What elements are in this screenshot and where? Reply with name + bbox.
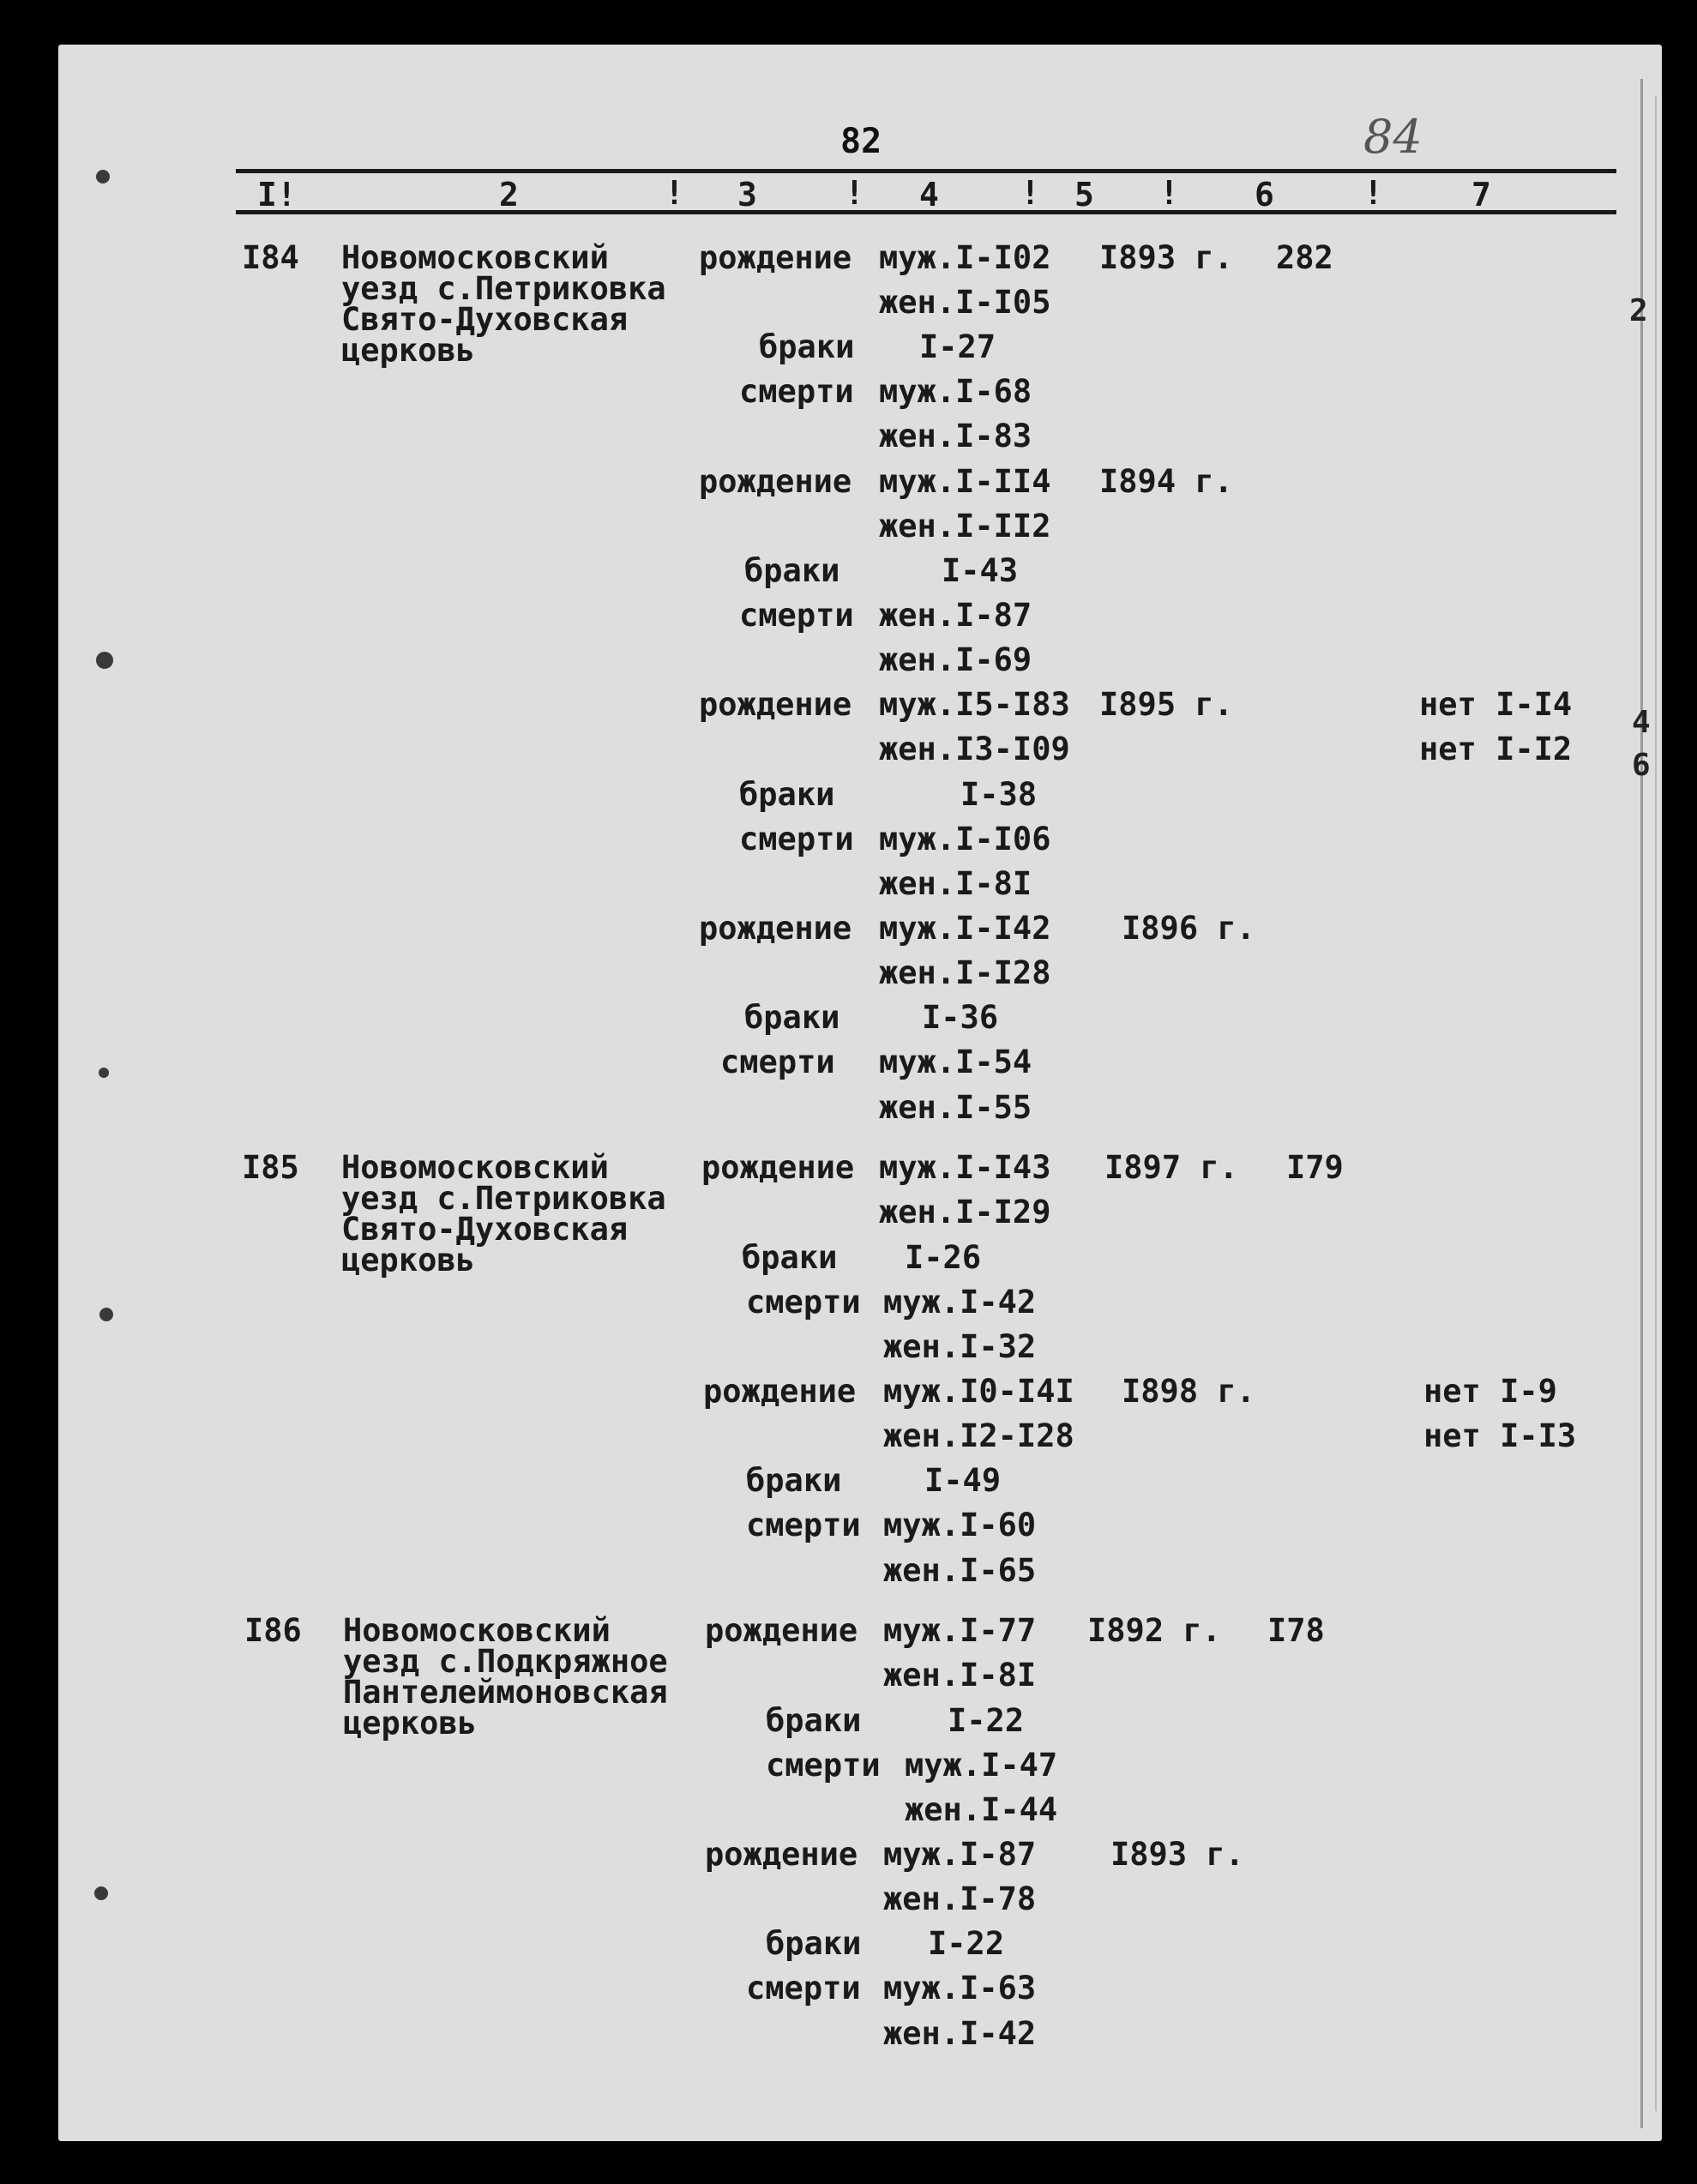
record-value: жен.I-55 xyxy=(879,1089,1032,1126)
record-place-line: церковь xyxy=(341,332,475,369)
record-value: жен.I-69 xyxy=(879,641,1032,678)
edge-mark: 2 xyxy=(1629,293,1648,328)
record-value: I-49 xyxy=(924,1462,1002,1499)
record-value: муж.I-68 xyxy=(879,373,1032,410)
edge-mark: 4 xyxy=(1632,705,1651,740)
header-rule-top xyxy=(236,169,1616,173)
record-value: жен.I-87 xyxy=(879,597,1032,634)
record-value: муж.I-87 xyxy=(883,1836,1037,1873)
record-type: смерти xyxy=(739,821,854,857)
record-year: I894 г. xyxy=(1099,463,1233,500)
record-value: I-38 xyxy=(960,776,1038,813)
record-type: браки xyxy=(744,552,840,589)
record-value: I-22 xyxy=(948,1702,1025,1739)
record-value: муж.I-I43 xyxy=(879,1149,1051,1186)
record-type: браки xyxy=(744,999,840,1036)
record-year: I892 г. xyxy=(1087,1612,1221,1649)
record-type: браки xyxy=(766,1702,862,1739)
column-separator: ! xyxy=(1020,174,1040,212)
record-place-line: Новомосковский xyxy=(341,239,609,276)
record-year: I897 г. xyxy=(1104,1149,1238,1186)
column-header-4: 4 xyxy=(919,176,939,214)
column-header-6: 6 xyxy=(1255,176,1274,214)
handwritten-folio-number: 84 xyxy=(1363,110,1423,164)
record-note: нет I-I4 xyxy=(1419,686,1573,723)
record-value: жен.I-I05 xyxy=(879,284,1051,321)
binding-hole-icon xyxy=(96,652,113,669)
record-value: муж.I-II4 xyxy=(879,463,1051,500)
record-value: жен.I-II2 xyxy=(879,508,1051,544)
record-place-line: Новомосковский xyxy=(343,1612,611,1649)
record-value: муж.I-42 xyxy=(883,1284,1037,1321)
edge-mark: 6 xyxy=(1632,748,1651,783)
record-place-line: Новомосковский xyxy=(341,1149,609,1186)
record-type: рождение xyxy=(699,239,852,276)
record-value: муж.I0-I4I xyxy=(883,1373,1074,1410)
record-type: смерти xyxy=(739,373,854,410)
record-value: I-43 xyxy=(942,552,1019,589)
record-type: рождение xyxy=(699,686,852,723)
record-type: рождение xyxy=(705,1612,858,1649)
record-value: I-26 xyxy=(905,1239,982,1276)
record-count: I78 xyxy=(1267,1612,1325,1649)
record-place-line: уезд с.Подкряжное xyxy=(343,1643,668,1680)
binding-hole-icon xyxy=(99,1068,109,1078)
record-number: I84 xyxy=(242,239,299,276)
record-year: I895 г. xyxy=(1099,686,1233,723)
record-value: жен.I-83 xyxy=(879,418,1032,454)
record-type: браки xyxy=(742,1239,838,1276)
record-type: смерти xyxy=(746,1284,861,1321)
column-header-3: 3 xyxy=(737,176,757,214)
record-value: муж.I-77 xyxy=(883,1612,1037,1649)
record-value: жен.I-78 xyxy=(883,1880,1037,1917)
column-header-2: 2 xyxy=(499,176,519,214)
record-type: рождение xyxy=(699,910,852,947)
record-place-line: уезд с.Петриковка xyxy=(341,1180,666,1217)
record-type: рождение xyxy=(703,1373,857,1410)
column-header-7: 7 xyxy=(1471,176,1491,214)
column-separator: ! xyxy=(1159,174,1179,212)
record-count: I79 xyxy=(1286,1149,1344,1186)
record-type: браки xyxy=(739,776,835,813)
record-number: I86 xyxy=(244,1612,302,1649)
record-note: нет I-I2 xyxy=(1419,731,1573,767)
record-value: муж.I-54 xyxy=(879,1044,1032,1080)
page-edge xyxy=(1640,79,1643,2128)
record-value: муж.I-I42 xyxy=(879,910,1051,947)
record-type: смерти xyxy=(746,1970,861,2007)
column-header-5: 5 xyxy=(1074,176,1094,214)
record-type: рождение xyxy=(705,1836,858,1873)
record-count: 282 xyxy=(1276,239,1333,276)
document-page xyxy=(58,45,1662,2141)
record-value: муж.I-63 xyxy=(883,1970,1037,2007)
record-type: рождение xyxy=(701,1149,855,1186)
record-value: жен.I-32 xyxy=(883,1328,1037,1365)
record-value: I-36 xyxy=(922,999,999,1036)
record-place-line: уезд с.Петриковка xyxy=(341,270,666,307)
record-value: жен.I-8I xyxy=(879,865,1032,902)
record-value: муж.I-47 xyxy=(905,1747,1058,1784)
column-header-1: I! xyxy=(257,176,297,214)
record-type: смерти xyxy=(746,1507,861,1543)
record-type: рождение xyxy=(699,463,852,500)
record-value: I-27 xyxy=(919,328,996,365)
column-separator: ! xyxy=(845,174,864,212)
record-value: муж.I-60 xyxy=(883,1507,1037,1543)
record-value: жен.I2-I28 xyxy=(883,1417,1074,1454)
record-type: браки xyxy=(766,1925,862,1962)
binding-hole-icon xyxy=(94,1886,108,1900)
record-value: жен.I-I28 xyxy=(879,954,1051,991)
record-value: жен.I-42 xyxy=(883,2015,1037,2052)
column-separator: ! xyxy=(665,174,684,212)
record-year: I893 г. xyxy=(1099,239,1233,276)
record-type: браки xyxy=(759,328,855,365)
record-type: браки xyxy=(746,1462,842,1499)
record-place-line: церковь xyxy=(341,1242,475,1279)
record-value: жен.I-I29 xyxy=(879,1194,1051,1230)
record-year: I898 г. xyxy=(1122,1373,1255,1410)
record-place-line: Пантелеймоновская xyxy=(343,1674,668,1711)
record-value: муж.I5-I83 xyxy=(879,686,1070,723)
column-separator: ! xyxy=(1363,174,1383,212)
record-place-line: Свято-Духовская xyxy=(341,1211,629,1248)
binding-hole-icon xyxy=(96,170,110,184)
record-value: жен.I-65 xyxy=(883,1552,1037,1589)
record-year: I893 г. xyxy=(1110,1836,1244,1873)
record-number: I85 xyxy=(242,1149,299,1186)
record-value: жен.I-44 xyxy=(905,1791,1058,1828)
record-place-line: церковь xyxy=(343,1705,477,1742)
record-value: муж.I-I02 xyxy=(879,239,1051,276)
page-number: 82 xyxy=(840,122,882,161)
record-note: нет I-I3 xyxy=(1423,1417,1577,1454)
record-type: смерти xyxy=(766,1747,881,1784)
binding-hole-icon xyxy=(99,1308,113,1321)
record-type: смерти xyxy=(739,597,854,634)
record-place-line: Свято-Духовская xyxy=(341,301,629,338)
record-note: нет I-9 xyxy=(1423,1373,1557,1410)
record-value: муж.I-I06 xyxy=(879,821,1051,857)
record-value: I-22 xyxy=(928,1925,1005,1962)
page-edge xyxy=(1655,96,1657,2111)
record-year: I896 г. xyxy=(1122,910,1255,947)
record-value: жен.I3-I09 xyxy=(879,731,1070,767)
record-type: смерти xyxy=(720,1044,835,1080)
record-value: жен.I-8I xyxy=(883,1657,1037,1694)
